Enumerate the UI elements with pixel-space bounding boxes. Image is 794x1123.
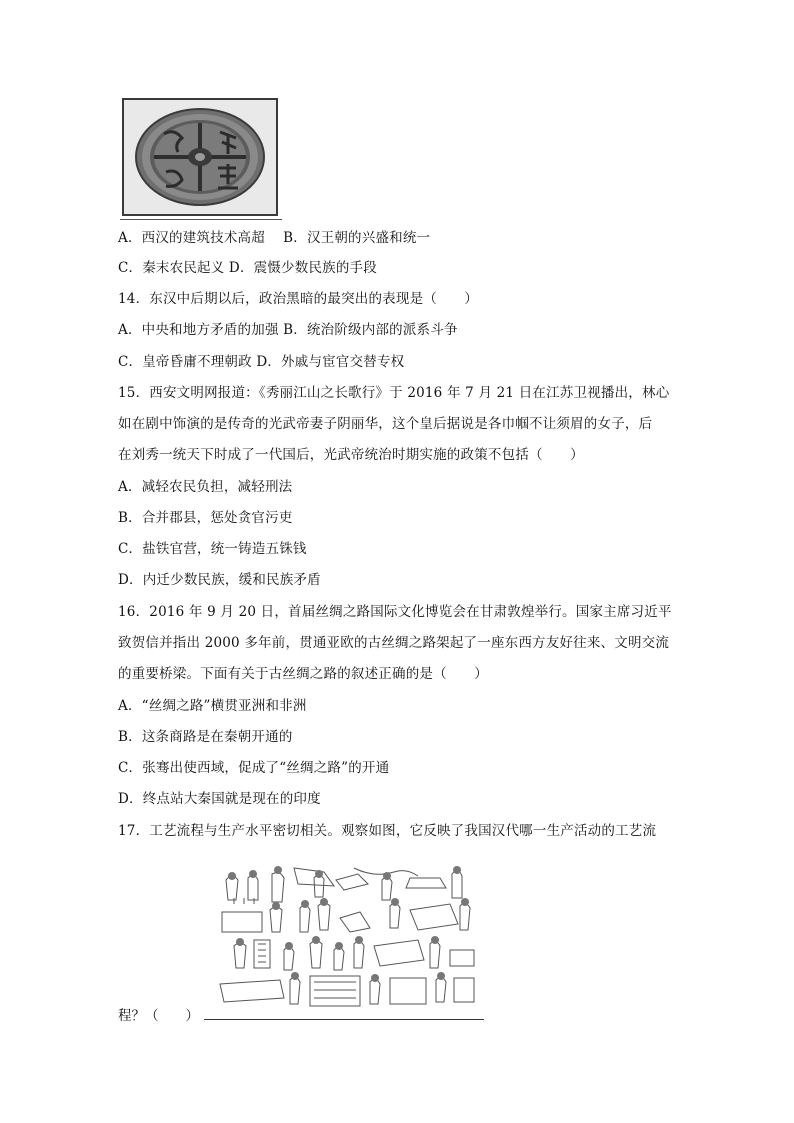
q14-option-line-2: C．皇帝昏庸不理朝政 D．外戚与宦官交替专权	[118, 354, 405, 370]
q17-stem-line-1: 17．工艺流程与生产水平密切相关。观察如图，它反映了我国汉代哪一生产活动的工艺流	[118, 823, 657, 839]
tile-end-icon	[124, 100, 276, 214]
q16-option-a: A．“丝绸之路”横贯亚洲和非洲	[118, 698, 307, 714]
q14-option-line-1: A．中央和地方矛盾的加强 B．统治阶级内部的派系斗争	[118, 322, 458, 338]
q16-option-b: B．这条商路是在秦朝开通的	[118, 729, 293, 745]
q15-option-a: A．减轻农民负担，减轻刑法	[118, 479, 293, 495]
q15-stem-line-2: 如在剧中饰演的是传奇的光武帝妻子阴丽华，这个皇后据说是各巾帼不让须眉的女子，后	[118, 416, 653, 432]
q17-stem-line-2: 程？（ ）	[118, 1008, 199, 1024]
q15-option-c: C．盐铁官营，统一铸造五铢钱	[118, 541, 307, 557]
q16-stem-line-3: 的重要桥梁。下面有关于古丝绸之路的叙述正确的是（ ）	[118, 666, 488, 682]
q16-option-d: D．终点站大秦国就是现在的印度	[118, 791, 321, 807]
q15-option-b: B．合并郡县，惩处贪官污吏	[118, 510, 293, 526]
q16-stem-line-2: 致贺信并指出 2000 多年前，贯通亚欧的古丝绸之路架起了一座东西方友好往来、文明交流	[118, 635, 670, 651]
q14-stem: 14．东汉中后期以后，政治黑暗的最突出的表现是（ ）	[118, 291, 479, 307]
q16-stem-line-1: 16．2016 年 9 月 20 日，首届丝绸之路国际文化博览会在甘肃敦煌举行。国家主席习近平	[118, 604, 672, 620]
q15-stem-line-1: 15．西安文明网报道：《秀丽江山之长歌行》于 2016 年 7 月 21 日在江苏卫视播出，林心	[118, 385, 670, 401]
tile-end-image	[122, 98, 278, 216]
papermaking-illustration-icon	[214, 860, 484, 1018]
tile-caption-line	[120, 219, 282, 220]
answer-blank-line	[204, 1019, 484, 1020]
q15-option-d: D．内迁少数民族，缓和民族矛盾	[118, 572, 321, 588]
q13-option-line-1: A．西汉的建筑技术高超 B．汉王朝的兴盛和统一	[118, 230, 431, 246]
papermaking-process-image	[214, 860, 484, 1018]
q15-stem-line-3: 在刘秀一统天下时成了一代国后，光武帝统治时期实施的政策不包括（ ）	[118, 447, 584, 463]
q13-option-line-2: C．秦末农民起义 D．震慑少数民族的手段	[118, 260, 377, 276]
q16-option-c: C．张骞出使西域，促成了“丝绸之路”的开通	[118, 760, 390, 776]
